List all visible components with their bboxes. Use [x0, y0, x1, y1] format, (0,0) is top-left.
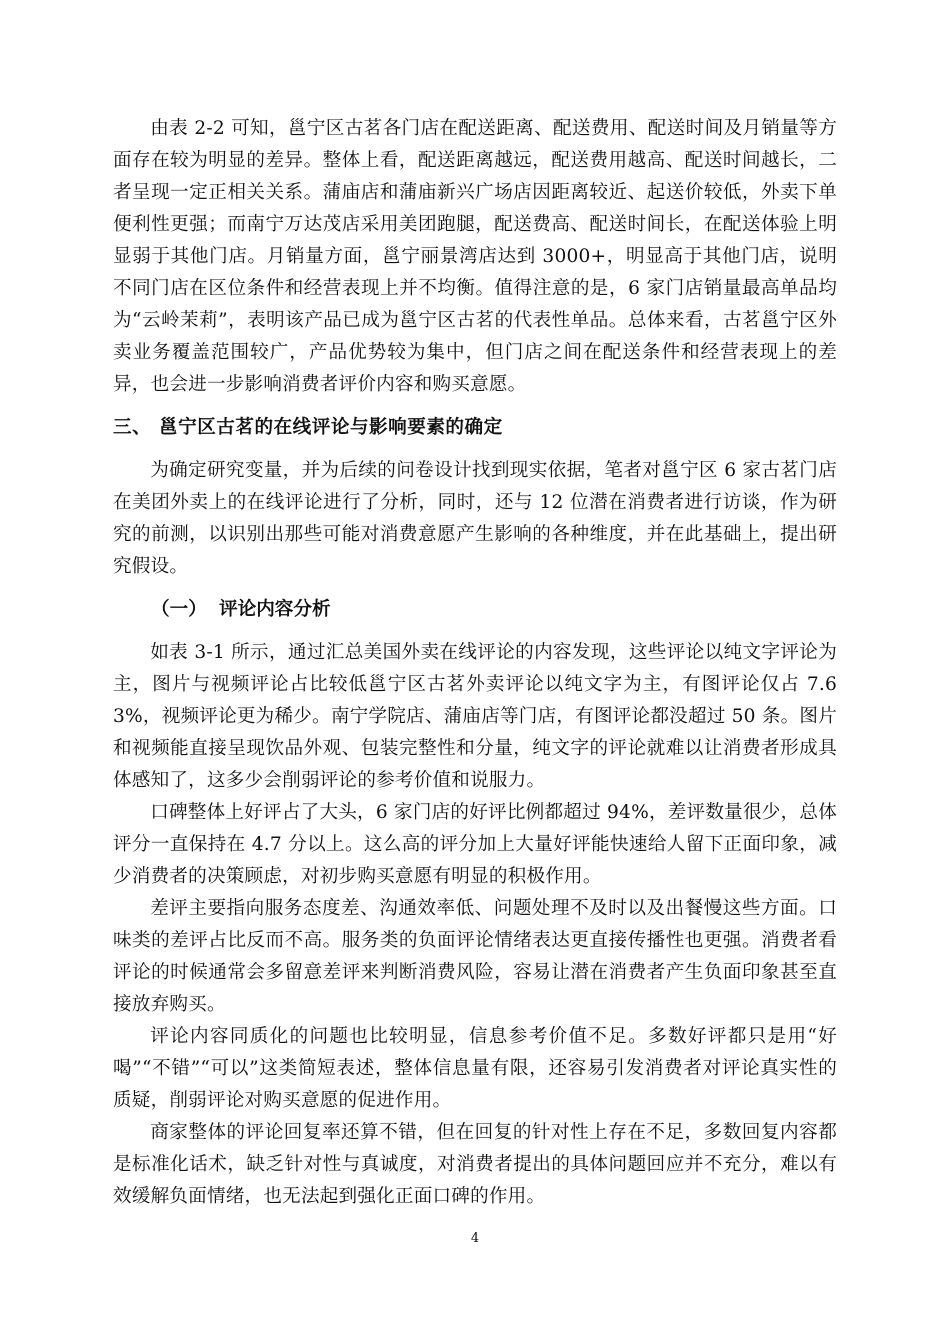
page-number: 4: [470, 1231, 480, 1246]
paragraph-positive-reviews: 口碑整体上好评占了大头，6 家门店的好评比例都超过 94%，差评数量很少，总体评分一直保持在 4.7 分以上。这么高的评分加上大量好评能快速给人留下正面印象，减少消费者的决策顾虑，对初步购买意愿有明显的积极作用。: [113, 802, 837, 887]
section-number: 三、: [113, 417, 152, 438]
paragraph-review-format: 如表 3-1 所示，通过汇总美国外卖在线评论的内容发现，这些评论以纯文字评论为主，图片与视频评论占比较低邕宁区古茗外卖评论以纯文字为主，有图评论仅占 7.63%，视频评论更为稀少。南宁学院店、蒲庙店等门店，有图评论都没超过 50 条。图片和视频能直接呈现饮品外观、包装完整性和分量，纯文字的评论就难以让消费者形成具体感知了，这多少会削弱评论的参考价值和说服力。: [113, 642, 837, 791]
paragraph-review-homogeneity: 评论内容同质化的问题也比较明显，信息参考价值不足。多数好评都只是用“好喝”“不错”“可以”这类简短表述，整体信息量有限，还容易引发消费者对评论真实性的质疑，削弱评论对购买意愿的促进作用。: [113, 1026, 837, 1111]
paragraph-negative-reviews: 差评主要指向服务态度差、沟通效率低、问题处理不及时以及出餐慢这些方面。口味类的差评占比反而不高。服务类的负面评论情绪表达更直接传播性也更强。消费者看评论的时候通常会多留意差评来判断消费风险，容易让潜在消费者产生负面印象甚至直接放弃购买。: [113, 898, 837, 1015]
subsection-number: （一）: [151, 599, 207, 620]
subsection-heading: [113, 594, 837, 626]
section-intro-paragraph: 为确定研究变量，并为后续的问卷设计找到现实依据，笔者对邕宁区 6 家古茗门店在美团外卖上的在线评论进行了分析，同时，还与 12 位潜在消费者进行访谈，作为研究的前测，以识别出那些可能对消费意愿产生影响的各种维度，并在此基础上，提出研究假设。: [113, 460, 837, 577]
paragraph-merchant-replies: 商家整体的评论回复率还算不错，但在回复的针对性上存在不足，多数回复内容都是标准化话术，缺乏针对性与真诚度，对消费者提出的具体问题回应并不充分，难以有效缓解负面情绪，也无法起到强化正面口碑的作用。: [113, 1122, 837, 1207]
section-heading: [113, 412, 837, 444]
paragraph-table-2-2-summary: 由表 2-2 可知，邕宁区古茗各门店在配送距离、配送费用、配送时间及月销量等方面存在较为明显的差异。整体上看，配送距离越远，配送费用越高、配送时间越长，二者呈现一定正相关关系。蒲庙店和蒲庙新兴广场店因距离较近、起送价较低，外卖下单便利性更强；而南宁万达茂店采用美团跑腿，配送费高、配送时间长，在配送体验上明显弱于其他门店。月销量方面，邕宁丽景湾店达到 3000+，明显高于其他门店，说明不同门店在区位条件和经营表现上并不均衡。值得注意的是，6 家门店销量最高单品均为“云岭茉莉”，表明该产品已成为邕宁区古茗的代表性单品。总体来看，古茗邕宁区外卖业务覆盖范围较广，产品优势较为集中，但门店之间在配送条件和经营表现上的差异，也会进一步影响消费者评价内容和购买意愿。: [113, 118, 837, 395]
section-title: 邕宁区古茗的在线评论与影响要素的确定: [159, 417, 503, 438]
page-content: [113, 113, 837, 1213]
subsection-title: 评论内容分析: [219, 599, 331, 620]
